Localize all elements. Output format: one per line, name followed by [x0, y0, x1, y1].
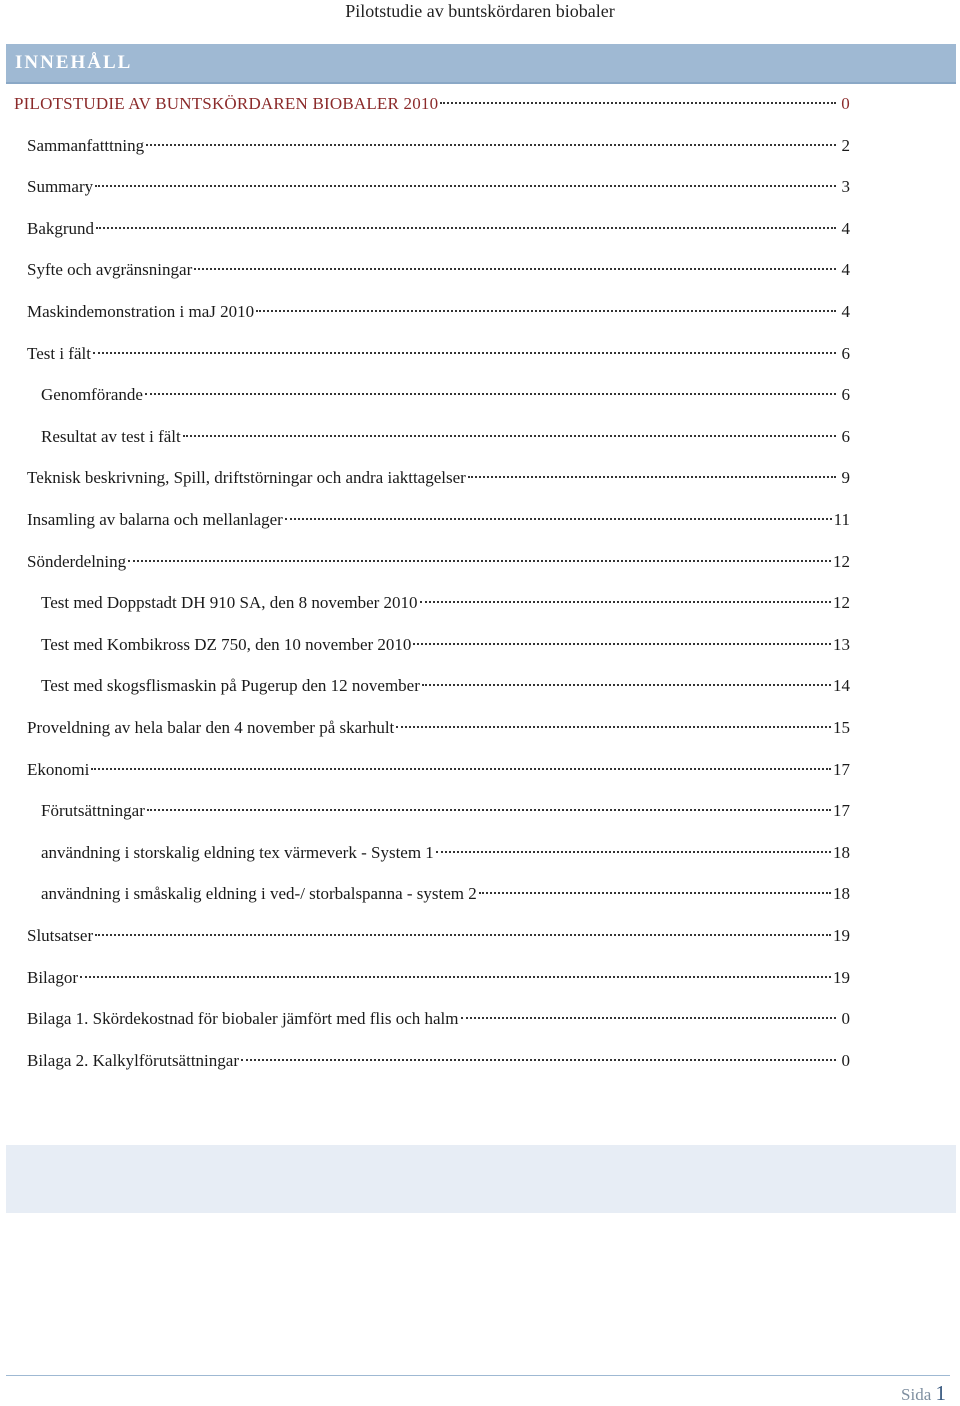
- toc-entry[interactable]: [27, 216, 850, 242]
- toc-entry-page: 12: [833, 593, 850, 612]
- toc-entry[interactable]: [27, 715, 850, 741]
- toc-entry-page: 6: [841, 344, 850, 363]
- toc-entry-page: 0: [841, 94, 850, 113]
- toc-entry-title: PILOTSTUDIE AV BUNTSKÖRDAREN BIOBALER 2010: [14, 94, 439, 113]
- toc-entry-page: 19: [833, 968, 850, 987]
- toc-entry-title: Proveldning av hela balar den 4 november på skarhult: [27, 718, 395, 737]
- toc-dot-leader: [241, 1059, 836, 1061]
- toc-entry-page: 18: [833, 843, 850, 862]
- toc-dot-leader: [95, 185, 836, 187]
- toc-entry[interactable]: [27, 174, 850, 200]
- toc-entry-title: Resultat av test i fält: [41, 427, 181, 446]
- toc-entry[interactable]: [27, 257, 850, 283]
- footer-divider: [6, 1375, 950, 1376]
- toc-dot-leader: [183, 435, 836, 437]
- toc-dot-leader: [479, 892, 831, 894]
- toc-entry[interactable]: [27, 923, 850, 949]
- toc-entry[interactable]: [41, 840, 850, 866]
- toc-entry[interactable]: [41, 798, 850, 824]
- toc-entry[interactable]: [27, 1048, 850, 1074]
- toc-entry-page: 19: [833, 926, 850, 945]
- toc-entry-page: 12: [833, 552, 850, 571]
- toc-entry[interactable]: [41, 632, 850, 658]
- toc-entry-title: Bilaga 1. Skördekostnad för biobaler jämfört med flis och halm: [27, 1009, 459, 1028]
- toc-entry-title: Test i fält: [27, 344, 91, 363]
- toc-entry-page: 4: [841, 260, 850, 279]
- toc-entry-page: 3: [841, 177, 850, 196]
- toc-entry-title: Test med skogsflismaskin på Pugerup den 12 november: [41, 676, 420, 695]
- toc-entry[interactable]: [41, 382, 850, 408]
- toc-entry-title: användning i småskalig eldning i ved-/ storbalspanna - system 2: [41, 884, 477, 903]
- toc-entry-title: Test med Kombikross DZ 750, den 10 november 2010: [41, 635, 412, 654]
- toc-entry[interactable]: [27, 507, 850, 533]
- toc-dot-leader: [285, 518, 832, 520]
- page-number-value: 1: [935, 1381, 946, 1405]
- toc-dot-leader: [440, 102, 836, 104]
- toc-entry[interactable]: [41, 673, 850, 699]
- toc-entry-title: Sönderdelning: [27, 552, 127, 571]
- footer-band: [6, 1145, 956, 1213]
- toc-entry-page: 0: [841, 1009, 850, 1028]
- toc-entry-page: 6: [841, 427, 850, 446]
- toc-entry[interactable]: [41, 590, 850, 616]
- toc-entry-title: Summary: [27, 177, 94, 196]
- toc-entry-page: 2: [841, 136, 850, 155]
- toc-entry-page: 4: [841, 219, 850, 238]
- toc-entry[interactable]: [27, 465, 850, 491]
- toc-dot-leader: [422, 684, 831, 686]
- toc-dot-leader: [80, 976, 831, 978]
- toc-heading-banner: [6, 44, 956, 84]
- toc-entry-title: Förutsättningar: [41, 801, 145, 820]
- toc-dot-leader: [128, 560, 831, 562]
- running-header: Pilotstudie av buntskördaren biobaler: [345, 1, 615, 21]
- toc-entry-title: Slutsatser: [27, 926, 94, 945]
- toc-dot-leader: [145, 393, 836, 395]
- toc-entry-title: Bilaga 2. Kalkylförutsättningar: [27, 1051, 239, 1070]
- toc-entry-title: Bakgrund: [27, 219, 95, 238]
- toc-entry-page: 4: [841, 302, 850, 321]
- toc-entry[interactable]: [14, 91, 850, 117]
- toc-entry-title: Genomförande: [41, 385, 143, 404]
- toc-entry-title: Insamling av balarna och mellanlager: [27, 510, 283, 529]
- toc-entry-page: 17: [833, 801, 850, 820]
- toc-entry-page: 14: [833, 676, 850, 695]
- toc-dot-leader: [396, 726, 831, 728]
- toc-entry[interactable]: [27, 341, 850, 367]
- toc-dot-leader: [147, 809, 831, 811]
- toc-entry[interactable]: [27, 133, 850, 159]
- toc-entry[interactable]: [27, 757, 850, 783]
- toc-entry-page: 17: [833, 760, 850, 779]
- toc-entry[interactable]: [27, 549, 850, 575]
- page-number: [901, 1382, 946, 1406]
- toc-dot-leader: [96, 227, 836, 229]
- toc-dot-leader: [436, 851, 831, 853]
- toc-entry-title: Sammanfatttning: [27, 136, 145, 155]
- toc-entry-page: 6: [841, 385, 850, 404]
- toc-entry-title: Test med Doppstadt DH 910 SA, den 8 november 2010: [41, 593, 418, 612]
- toc-dot-leader: [420, 601, 831, 603]
- toc-entry[interactable]: [41, 424, 850, 450]
- toc-entry-title: Ekonomi: [27, 760, 90, 779]
- toc-entry-page: 0: [841, 1051, 850, 1070]
- toc-entry-title: Teknisk beskrivning, Spill, driftstörningar och andra iakttagelser: [27, 468, 466, 487]
- toc-dot-leader: [413, 643, 831, 645]
- toc-entry-title: användning i storskalig eldning tex värmeverk - System 1: [41, 843, 434, 862]
- toc-dot-leader: [461, 1017, 836, 1019]
- toc-entry-title: Maskindemonstration i maJ 2010: [27, 302, 255, 321]
- toc-dot-leader: [91, 768, 831, 770]
- toc-entry-page: 18: [833, 884, 850, 903]
- toc-entry-page: 11: [833, 510, 850, 529]
- toc-dot-leader: [194, 268, 836, 270]
- toc-dot-leader: [146, 144, 836, 146]
- toc-entry-title: Bilagor: [27, 968, 78, 987]
- toc-entry[interactable]: [27, 299, 850, 325]
- toc-entry[interactable]: [41, 881, 850, 907]
- toc-entry-page: 13: [833, 635, 850, 654]
- toc-dot-leader: [95, 934, 831, 936]
- toc-entry[interactable]: [27, 1006, 850, 1032]
- toc-dot-leader: [93, 352, 836, 354]
- toc-entry[interactable]: [27, 965, 850, 991]
- toc-entry-page: 9: [841, 468, 850, 487]
- toc-dot-leader: [256, 310, 836, 312]
- toc-entry-title: Syfte och avgränsningar: [27, 260, 193, 279]
- toc-dot-leader: [468, 476, 836, 478]
- page-label: Sida: [901, 1385, 932, 1404]
- toc-entry-page: 15: [833, 718, 850, 737]
- toc-heading: INNEHÅLL: [15, 52, 133, 73]
